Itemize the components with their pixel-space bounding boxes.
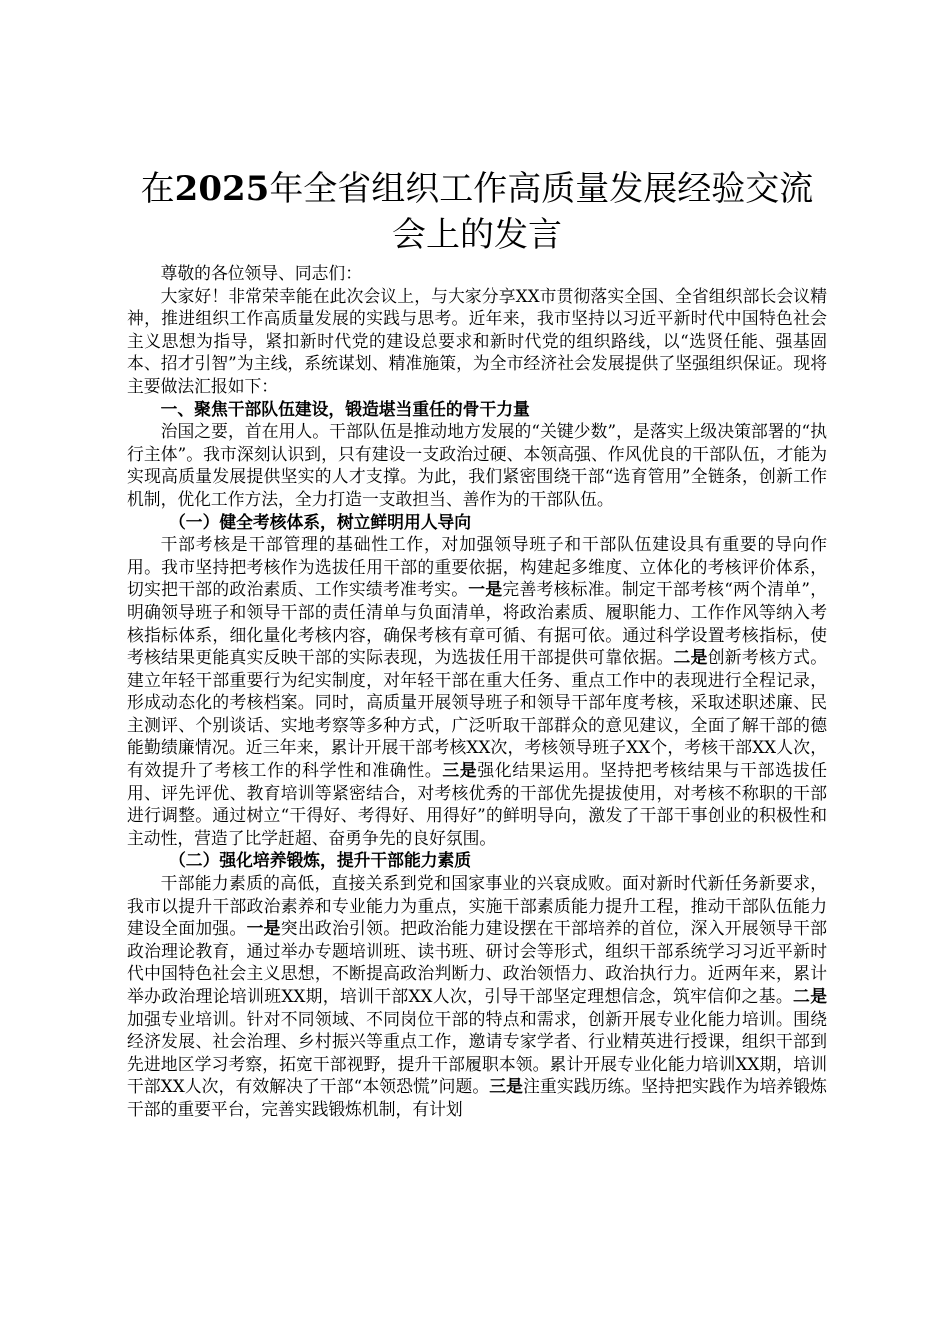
page-title	[127, 166, 827, 258]
sub1-text-4: 强化结果运用。坚持把考核结果与干部选拔任用、评先评优、教育培训等紧密结合，对考核优秀的干部优先提拔使用，对考核不称职的干部进行调整。通过树立“干得好、考得好、用得好”的鲜明导向，激发了干部干事创业的积极性和主动性，营造了比学赶超、奋勇争先的良好氛围。	[127, 760, 827, 848]
sub2-keyword-1: 一是	[246, 918, 281, 939]
title-prefix: 在	[140, 169, 175, 209]
document-page	[127, 166, 827, 1121]
sub1-keyword-2: 二是	[673, 647, 708, 668]
title-rest: 年全省组织工作高质量发展经验交流会上的发言	[269, 169, 814, 255]
sub2-keyword-3: 三是	[489, 1076, 524, 1097]
sub2-keyword-2: 二是	[793, 986, 827, 1006]
subsection1-paragraph	[127, 533, 827, 849]
subsection-heading-2: （二）强化培养锻炼，提升干部能力素质	[169, 850, 472, 871]
intro-paragraph: 大家好！非常荣幸能在此次会议上，与大家分享XX市贯彻落实全国、全省组织部长会议精神，推进组织工作高质量发展的实践与思考。近年来，我市坚持以习近平新时代中国特色社会主义思想为指导，紧扣新时代党的建设总要求和新时代党的组织路线，以“选贤任能、强基固本、招才引智”为主线，系统谋划、精准施策，为全市经济社会发展提供了坚强组织保证。现将主要做法汇报如下：	[127, 285, 827, 396]
section-heading-1: 一、聚焦干部队伍建设，锻造堪当重任的骨干力量	[160, 398, 530, 419]
sub1-keyword-3: 三是	[442, 760, 478, 781]
sub1-keyword-1: 一是	[468, 579, 503, 600]
subsection-heading-1: （一）健全考核体系，树立鲜明用人导向	[169, 511, 472, 532]
sub2-text-4: 注重实践历练。坚持把实践作为培养锻炼干部的重要平台，完善实践锻炼机制，有计划	[127, 1076, 827, 1119]
subsection2-paragraph	[127, 872, 827, 1121]
sub2-text-3: 加强专业培训。针对不同领域、不同岗位干部的特点和需求，创新开展专业化能力培训。围绕经济发展、社会治理、乡村振兴等重点工作，邀请专家学者、行业精英进行授课，组织干部到先进地区学习考察，拓宽干部视野，提升干部履职本领。累计开展专业化能力培训XX期，培训干部XX人次，有效解决了干部“本领恐慌”问题。	[127, 1008, 827, 1097]
section1-paragraph: 治国之要，首在用人。干部队伍是推动地方发展的“关键少数”，是落实上级决策部署的“执行主体”。我市深刻认识到，只有建设一支政治过硬、本领高强、作风优良的干部队伍，才能为实现高质量发展提供坚实的人才支撑。为此，我们紧密围绕干部“选育管用”全链条，创新工作机制，优化工作方法，全力打造一支敢担当、善作为的干部队伍。	[127, 421, 827, 509]
title-year: 2025	[174, 169, 270, 209]
sub1-text-3: 创新考核方式。建立年轻干部重要行为纪实制度，对年轻干部在重大任务、重点工作中的表现进行全程记录，形成动态化的考核档案。同时，高质量开展领导班子和领导干部年度考核，采取述职述廉、民主测评、个别谈话、实地考察等多种方式，广泛听取干部群众的意见建议，全面了解干部的德能勤绩廉情况。近三年来，累计开展干部考核XX次，考核领导班子XX个，考核干部XX人次，有效提升了考核工作的科学性和准确性。	[127, 647, 827, 781]
sub1-text-2: 完善考核标准。制定干部考核“两个清单”，明确领导班子和领导干部的责任清单与负面清单，将政治素质、履职能力、工作作风等纳入考核指标体系，细化量化考核内容，确保考核有章可循、有据可依。通过科学设置考核指标，使考核结果更能真实反映干部的实际表现，为选拔任用干部提供可靠依据。	[127, 579, 827, 668]
sub2-text-1: 干部能力素质的高低，直接关系到党和国家事业的兴衰成败。面对新时代新任务新要求，我市以提升干部政治素养和专业能力为重点，实施干部素质能力提升工程，推动干部队伍能力建设全面加强。	[127, 873, 827, 939]
sub2-text-2: 突出政治引领。把政治能力建设摆在干部培养的首位，深入开展领导干部政治理论教育，通过举办专题培训班、读书班、研讨会等形式，组织干部系统学习习近平新时代中国特色社会主义思想，不断提高政治判断力、政治领悟力、政治执行力。近两年来，累计举办政治理论培训班XX期，培训干部XX人次，引导干部坚定理想信念，筑牢信仰之基。	[127, 918, 827, 1006]
sub1-text-1: 干部考核是干部管理的基础性工作，对加强领导班子和干部队伍建设具有重要的导向作用。我市坚持把考核作为选拔任用干部的重要依据，构建起多维度、立体化的考核评价体系，切实把干部的政治素质、工作实绩考准考实。	[127, 534, 827, 600]
salutation: 尊敬的各位领导、同志们：	[160, 263, 362, 283]
